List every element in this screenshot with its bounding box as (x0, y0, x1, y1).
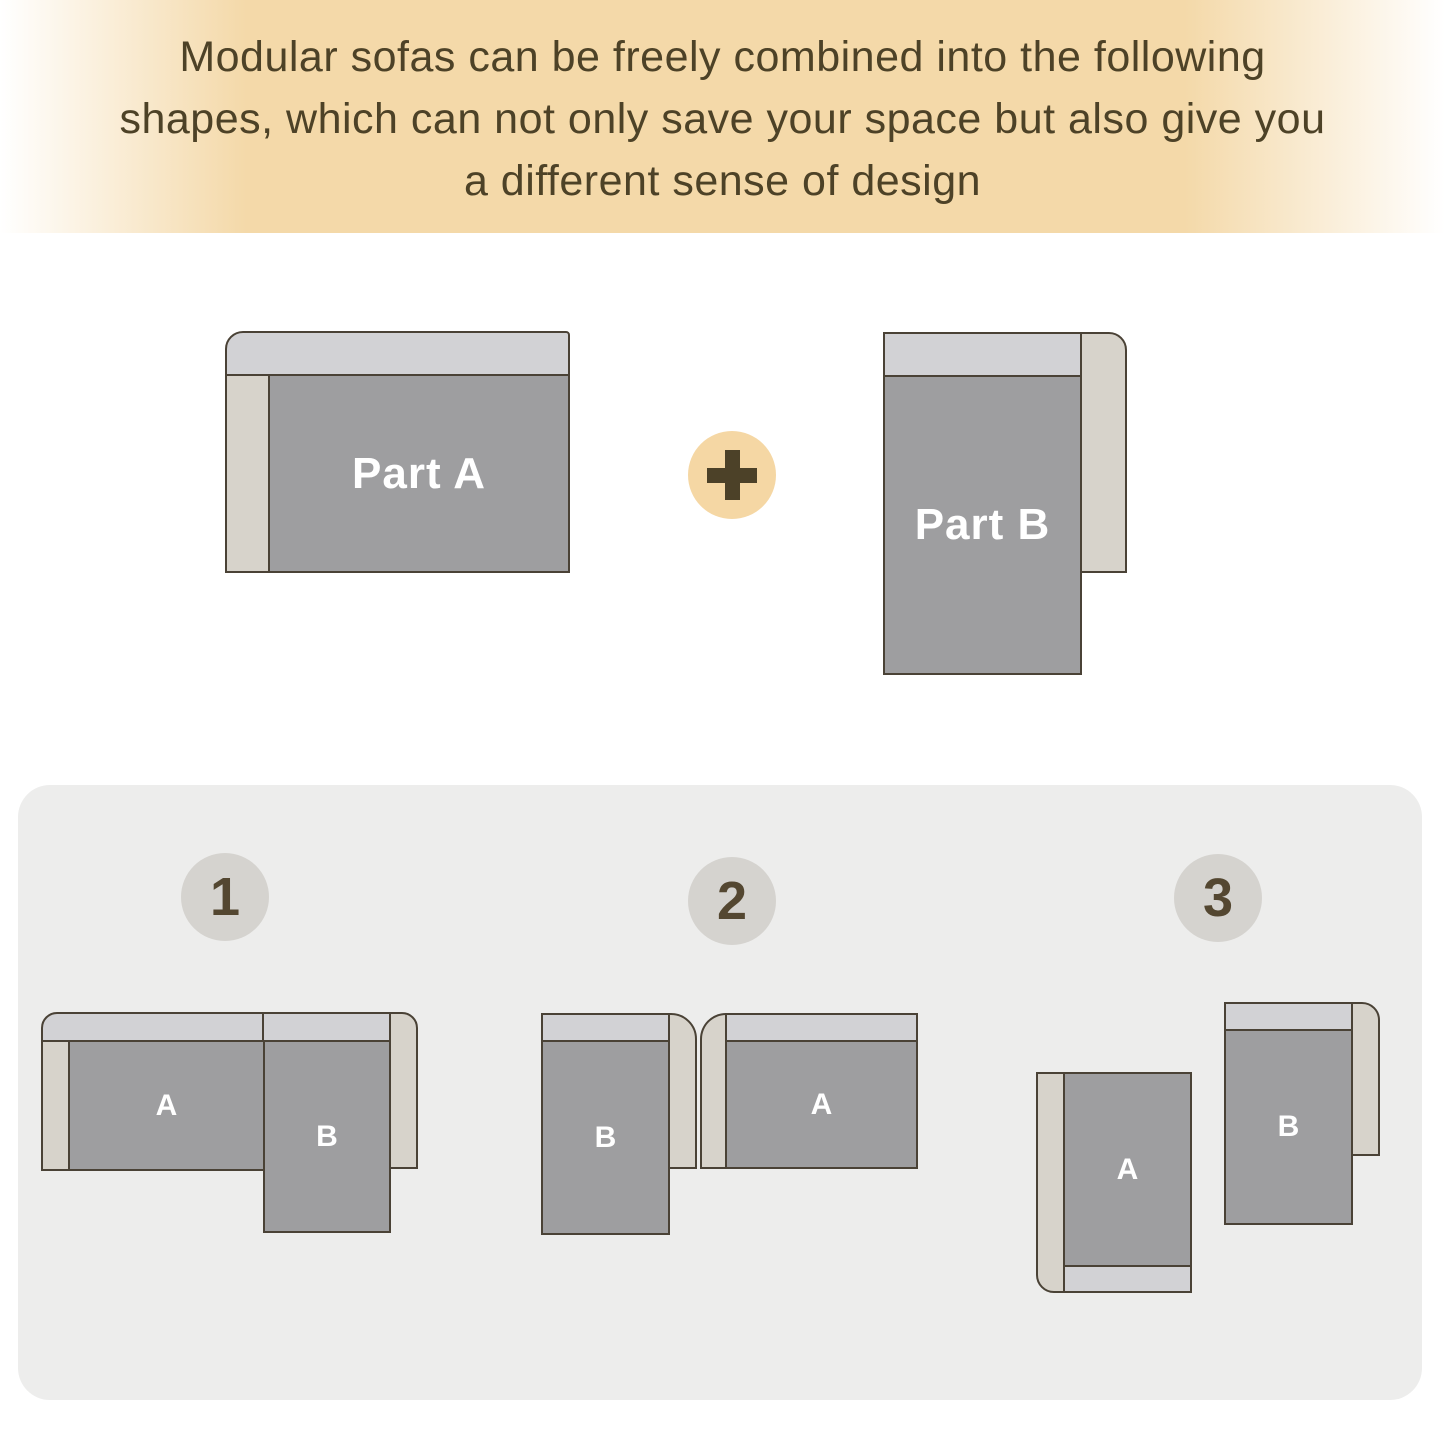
header-line-2: shapes, which can not only save your space but also give you (119, 95, 1326, 143)
combination-1-right-armrest (389, 1012, 418, 1169)
combination-1-left-armrest (41, 1040, 70, 1171)
combination-1-backrest (41, 1012, 391, 1042)
combination-1-label-b: B (316, 1119, 338, 1153)
combination-3-b-armrest (1351, 1002, 1380, 1156)
combination-1 (41, 1012, 418, 1233)
combination-2-number: 2 (716, 871, 748, 931)
combination-3-label-b: B (1277, 1110, 1300, 1143)
combination-1-number-badge (181, 853, 269, 941)
header-line-1: Modular sofas can be freely combined into the following (179, 33, 1266, 81)
combination-2-seat-b (541, 1040, 670, 1235)
combination-1-seat-a (68, 1040, 265, 1171)
combination-3-seat-b (1224, 1029, 1353, 1225)
combination-3-seat-a (1063, 1072, 1192, 1267)
header-band (0, 0, 1445, 233)
combination-2-label-a: A (810, 1087, 833, 1121)
part-b-label: Part B (914, 500, 1051, 549)
combination-3-a-armrest (1036, 1072, 1065, 1293)
combination-3-number-badge (1174, 854, 1262, 942)
combination-2-piece-b (541, 1013, 697, 1235)
part-b-backrest (883, 332, 1082, 377)
part-a-seat (268, 374, 570, 573)
combination-2-b-backrest (541, 1013, 670, 1042)
combination-2-b-armrest (668, 1013, 697, 1169)
combination-2-piece-a (700, 1013, 918, 1169)
combination-3-a-backrest (1063, 1265, 1192, 1293)
combination-3-piece-a (1036, 1072, 1192, 1293)
sofa-part-b (883, 332, 1127, 675)
combination-2-number-badge (688, 857, 776, 945)
part-a-backrest (225, 331, 570, 376)
plus-icon (707, 450, 757, 500)
plus-badge (688, 431, 776, 519)
combination-1-seat-b (263, 1040, 391, 1233)
combination-1-backrest-divider (262, 1012, 264, 1042)
combination-3-label-a: A (1116, 1152, 1139, 1186)
combination-1-label-a: A (155, 1088, 178, 1122)
combination-2-seat-a (725, 1040, 918, 1169)
part-b-seat (883, 375, 1082, 675)
header-line-3: a different sense of design (463, 157, 982, 205)
combination-2-label-b: B (594, 1120, 617, 1154)
part-a-label: Part A (352, 448, 486, 498)
part-b-armrest (1080, 332, 1127, 573)
combination-3-number: 3 (1202, 868, 1234, 928)
combination-3-b-backrest (1224, 1002, 1353, 1031)
combination-1-number: 1 (209, 867, 241, 927)
sofa-part-a (225, 331, 570, 573)
part-a-armrest (225, 374, 270, 573)
combination-2-a-armrest (700, 1013, 727, 1169)
combination-3-piece-b (1224, 1002, 1380, 1223)
combination-2-a-backrest (725, 1013, 918, 1042)
